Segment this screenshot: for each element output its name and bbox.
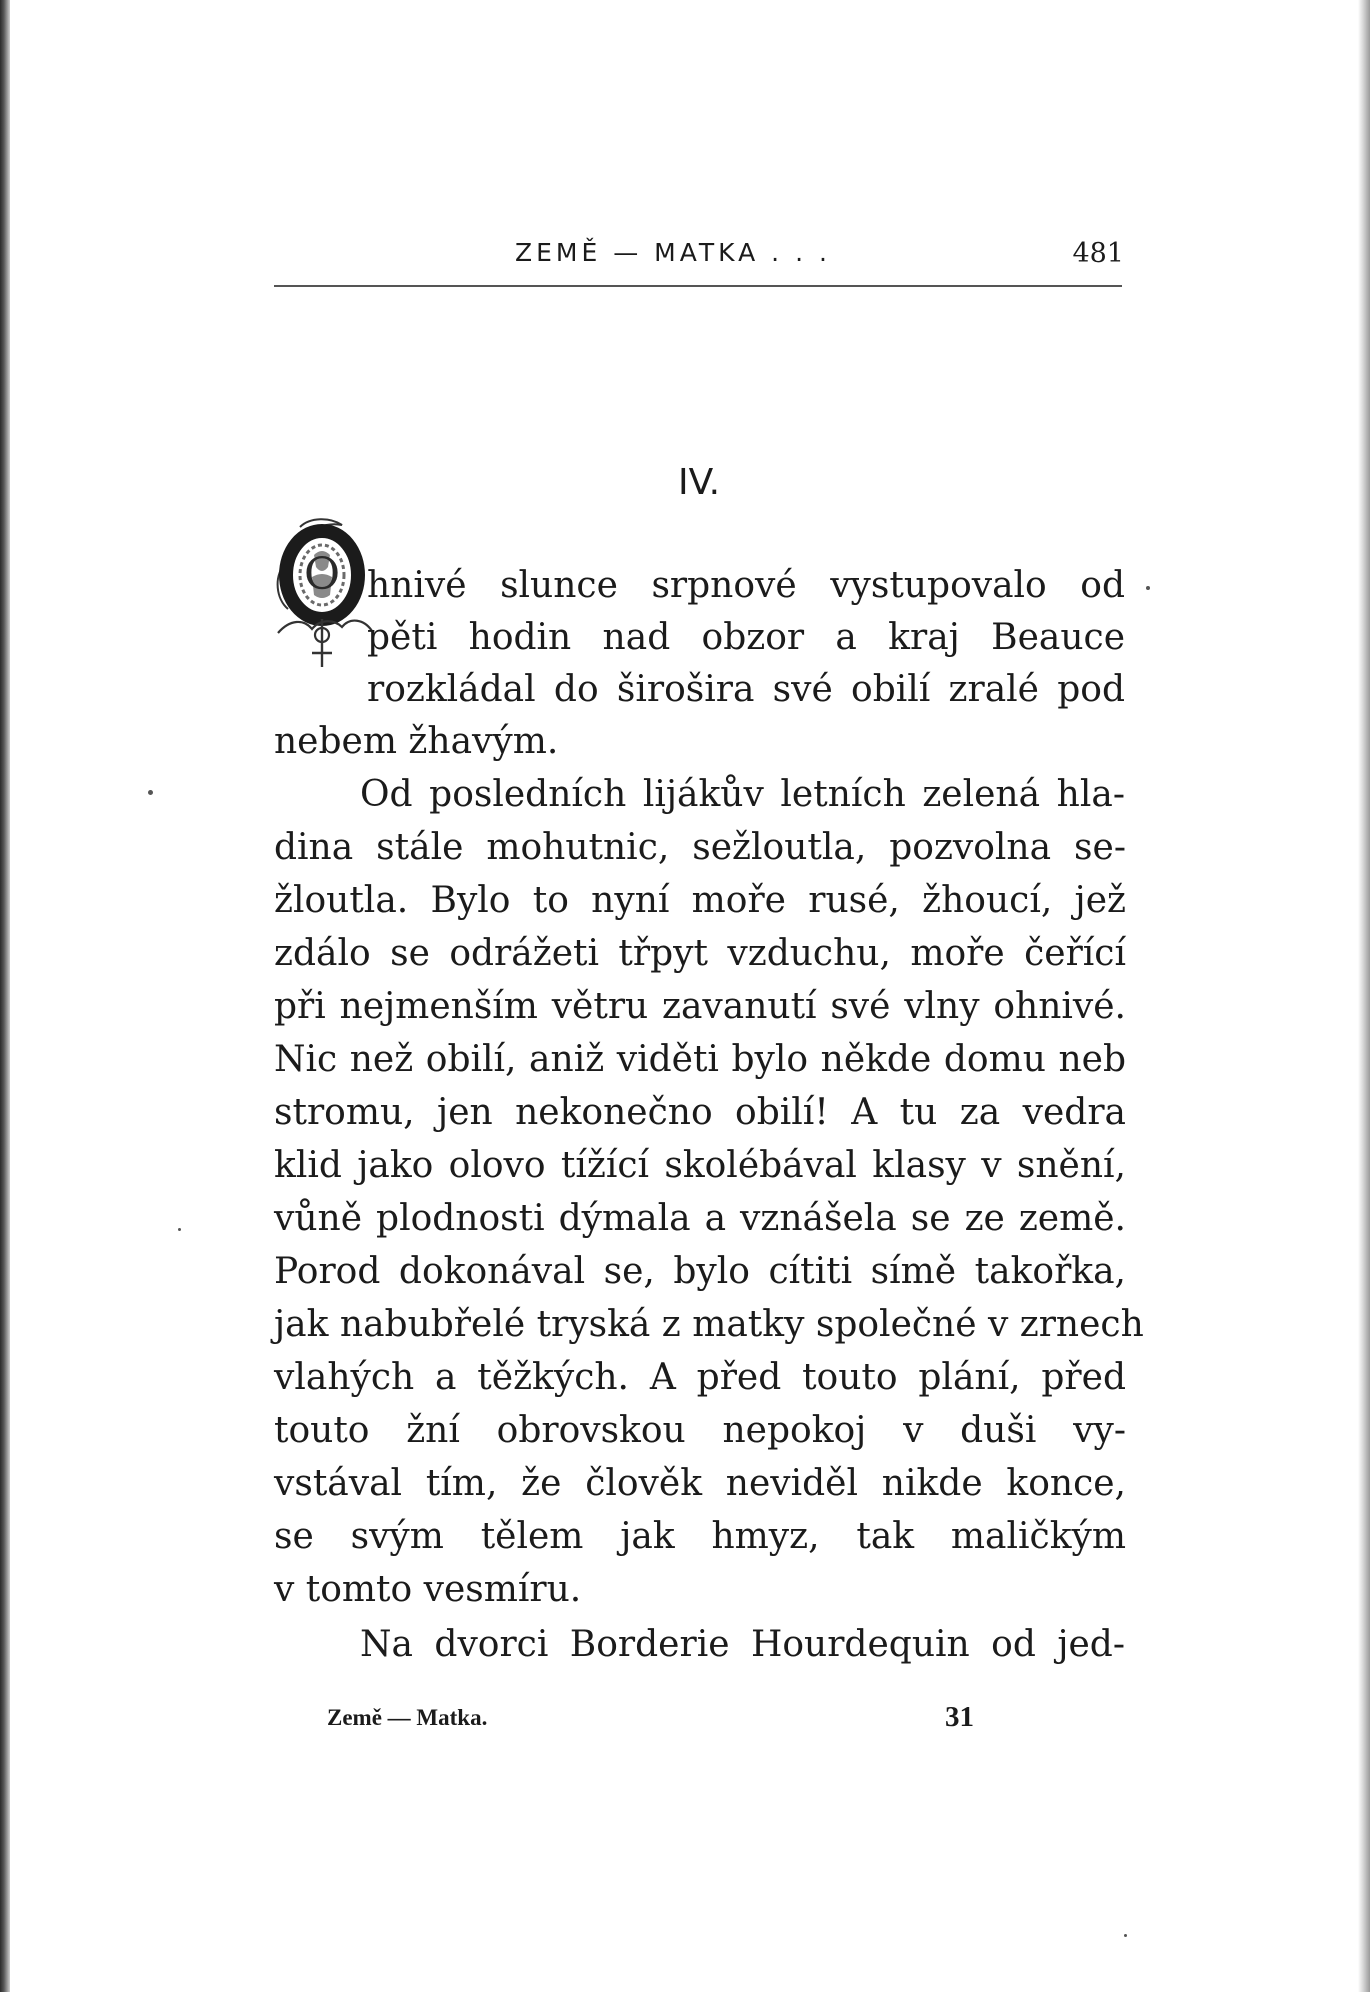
text-line: žloutla. Bylo to nyní moře rusé, žhoucí, jež (274, 880, 1126, 921)
text-line: Od posledních lijákův letních zelená hla- (360, 774, 1125, 815)
speck (1124, 1934, 1127, 1937)
page-edge-left (0, 0, 10, 1992)
speck (1146, 586, 1150, 590)
text-line: stromu, jen nekonečno obilí! A tu za vedra (274, 1092, 1126, 1133)
speck (178, 1228, 181, 1231)
page-edge-right (1358, 0, 1370, 1992)
text-line: v tomto vesmíru. (274, 1569, 582, 1610)
text-line: Nic než obilí, aniž viděti bylo někde domu neb (274, 1039, 1126, 1080)
text-line: hnivé slunce srpnové vystupovalo od (367, 565, 1125, 606)
text-line: vůně plodnosti dýmala a vznášela se ze země. (274, 1198, 1126, 1239)
text-line: klid jako olovo tížící skolébával klasy v snění, (274, 1145, 1126, 1186)
text-line: dina stále mohutnic, sežloutla, pozvolna se- (274, 827, 1126, 868)
text-line: se svým tělem jak hmyz, tak maličkým (274, 1516, 1126, 1557)
text-line: Porod dokonával se, bylo cítiti símě takořka, (274, 1251, 1126, 1292)
text-line: jak nabubřelé tryská z matky společné v zrnech (274, 1304, 1144, 1345)
header-rule (274, 285, 1122, 287)
chapter-title: IV. (677, 462, 721, 503)
text-line: zdálo se odrážeti třpyt vzduchu, moře čeřící (274, 933, 1126, 974)
flourish-bottom-icon (278, 621, 372, 633)
text-line: touto žní obrovskou nepokoj v duši vy- (274, 1410, 1126, 1451)
speck (148, 790, 153, 795)
text-line: vlahých a těžkých. A před touto plání, před (274, 1357, 1126, 1398)
running-head: ZEMĚ — MATKA . . . (515, 238, 831, 267)
running-header (274, 238, 1124, 278)
text-line: nebem žhavým. (274, 721, 559, 762)
text-line: při nejmenším větru zavanutí své vlny ohnivé. (274, 986, 1126, 1027)
text-line: pěti hodin nad obzor a kraj Beauce (367, 617, 1125, 658)
text-line: Na dvorci Borderie Hourdequin od jed- (360, 1624, 1125, 1665)
signature-number: 31 (945, 1701, 974, 1733)
signature-text: Země — Matka. (327, 1705, 488, 1730)
text-line: vstával tím, že člověk neviděl nikde konce, (274, 1463, 1126, 1504)
page-number: 481 (1072, 238, 1124, 269)
footer-signature (327, 1701, 987, 1741)
text-line: rozkládal do širošira své obilí zralé pod (367, 669, 1125, 710)
ornamental-initial (270, 515, 380, 670)
drop-cap-letter: O (303, 549, 341, 600)
